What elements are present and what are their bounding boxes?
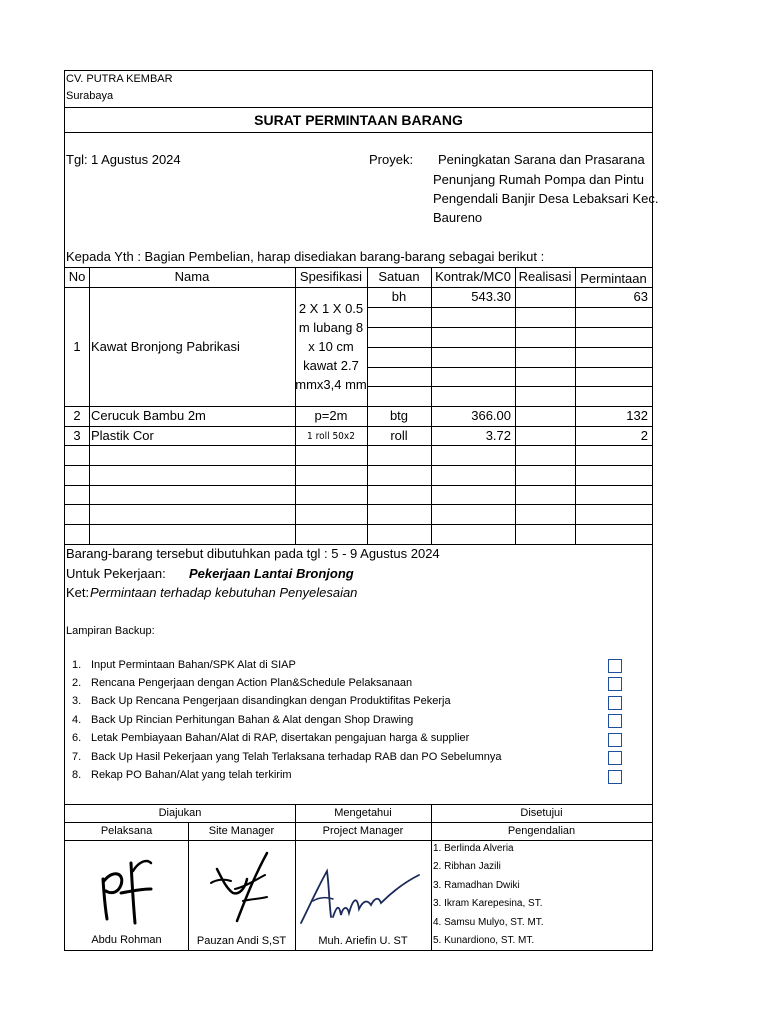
row1-no: 1	[73, 339, 81, 354]
attachments-title: Lampiran Backup:	[66, 625, 155, 637]
submitted-label: Diajukan	[158, 807, 202, 819]
attachment-num: 2.	[72, 677, 82, 689]
project-manager-name: Muh. Ariefin U. ST	[318, 935, 408, 947]
request-intro: Kepada Yth : Bagian Pembelian, harap disediakan barang-barang sebagai berikut :	[66, 249, 545, 264]
col-header-unit: Satuan	[378, 269, 420, 284]
col-header-realization: Realisasi	[518, 269, 572, 284]
row1-spec-3: x 10 cm	[308, 339, 354, 354]
col-header-contract: Kontrak/MC0	[435, 269, 511, 284]
attachment-checkbox[interactable]	[608, 770, 622, 784]
signature-executor	[95, 851, 159, 931]
attachment-text: Rekap PO Bahan/Alat yang telah terkirim	[91, 769, 292, 781]
row2-unit: btg	[389, 408, 409, 423]
attachment-text: Rencana Pengerjaan dengan Action Plan&Schedule Pelaksanaan	[91, 677, 413, 689]
date-value: 1 Agustus 2024	[91, 152, 181, 167]
attachment-text: Back Up Rincian Perhitungan Bahan & Alat dengan Shop Drawing	[91, 714, 414, 726]
row1-spec-1: 2 X 1 X 0.5	[298, 301, 364, 316]
role-site-manager: Site Manager	[208, 825, 275, 837]
role-project-manager: Project Manager	[322, 825, 404, 837]
signature-project-manager	[299, 861, 423, 927]
work-value: Pekerjaan Lantai Bronjong	[189, 566, 354, 581]
row2-no: 2	[73, 408, 81, 423]
needed-date: Barang-barang tersebut dibutuhkan pada tgl : 5 - 9 Agustus 2024	[66, 546, 440, 561]
date-label: Tgl:	[66, 152, 88, 167]
role-executor: Pelaksana	[100, 825, 153, 837]
acknowledged-label: Mengetahui	[334, 807, 392, 819]
col-header-request: Permintaan	[580, 271, 647, 286]
row1-contract: 543.30	[471, 289, 511, 304]
attachment-text: Input Permintaan Bahan/SPK Alat di SIAP	[91, 659, 296, 671]
row3-contract: 3.72	[485, 428, 511, 443]
attachment-checkbox[interactable]	[608, 751, 622, 765]
project-line-4: Baureno	[433, 210, 483, 225]
row1-spec-5: mmx3,4 mm	[295, 377, 367, 392]
row3-no: 3	[73, 428, 81, 443]
controller-item: 4. Samsu Mulyo, ST. MT.	[433, 917, 544, 928]
controller-item: 2. Ribhan Jazili	[433, 861, 501, 872]
controller-item: 3. Ramadhan Dwiki	[433, 880, 520, 891]
row3-spec: 1 roll 50x2	[307, 431, 355, 442]
executor-name: Abdu Rohman	[91, 934, 162, 946]
col-header-spec: Spesifikasi	[299, 269, 363, 284]
row3-request: 2	[640, 428, 648, 443]
attachment-checkbox[interactable]	[608, 714, 622, 728]
attachment-text: Back Up Rencana Pengerjaan disandingkan dengan Produktifitas Pekerja	[91, 695, 451, 707]
controller-item: 5. Kunardiono, ST. MT.	[433, 935, 535, 946]
attachment-checkbox[interactable]	[608, 677, 622, 691]
signature-site-manager	[207, 849, 277, 931]
attachment-num: 4.	[72, 714, 82, 726]
controller-item: 1. Berlinda Alveria	[433, 843, 514, 854]
attachment-text: Back Up Hasil Pekerjaan yang Telah Terlaksana terhadap RAB dan PO Sebelumnya	[91, 751, 502, 763]
site-manager-name: Pauzan Andi S,ST	[196, 935, 287, 947]
attachment-text: Letak Pembiayaan Bahan/Alat di RAP, disertakan pengajuan harga & supplier	[91, 732, 470, 744]
controller-item: 3. Ikram Karepesina, ST.	[433, 898, 543, 909]
note-label: Ket:	[66, 585, 90, 600]
attachment-num: 6.	[72, 732, 82, 744]
company-name: CV. PUTRA KEMBAR	[66, 73, 173, 85]
form-title: SURAT PERMINTAAN BARANG	[254, 112, 463, 128]
attachment-checkbox[interactable]	[608, 659, 622, 673]
row2-spec: p=2m	[314, 408, 348, 423]
request-form	[64, 70, 659, 951]
role-control: Pengendalian	[507, 825, 576, 837]
row2-name: Cerucuk Bambu 2m	[91, 408, 206, 423]
row1-unit: bh	[391, 289, 407, 304]
project-line-2: Penunjang Rumah Pompa dan Pintu	[433, 172, 645, 187]
row2-request: 132	[626, 408, 648, 423]
project-line-3: Pengendali Banjir Desa Lebaksari Kec.	[433, 191, 659, 206]
row1-spec-2: m lubang 8	[298, 320, 364, 335]
attachment-num: 1.	[72, 659, 82, 671]
row1-request: 63	[633, 289, 648, 304]
work-label: Untuk Pekerjaan:	[66, 566, 166, 581]
attachment-num: 8.	[72, 769, 82, 781]
attachment-num: 7.	[72, 751, 82, 763]
row3-name: Plastik Cor	[91, 428, 154, 443]
row1-name: Kawat Bronjong Pabrikasi	[91, 339, 240, 354]
approved-label: Disetujui	[520, 807, 563, 819]
project-line-1: Peningkatan Sarana dan Prasarana	[438, 152, 645, 167]
attachment-num: 3.	[72, 695, 82, 707]
note-value: Permintaan terhadap kebutuhan Penyelesaian	[90, 585, 358, 600]
row1-spec-4: kawat 2.7	[303, 358, 359, 373]
attachment-checkbox[interactable]	[608, 696, 622, 710]
col-header-no: No	[68, 269, 86, 284]
col-header-name: Nama	[174, 269, 210, 284]
company-city: Surabaya	[66, 90, 114, 102]
project-label: Proyek:	[369, 152, 414, 167]
attachment-checkbox[interactable]	[608, 733, 622, 747]
row3-unit: roll	[390, 428, 408, 443]
row2-contract: 366.00	[471, 408, 511, 423]
